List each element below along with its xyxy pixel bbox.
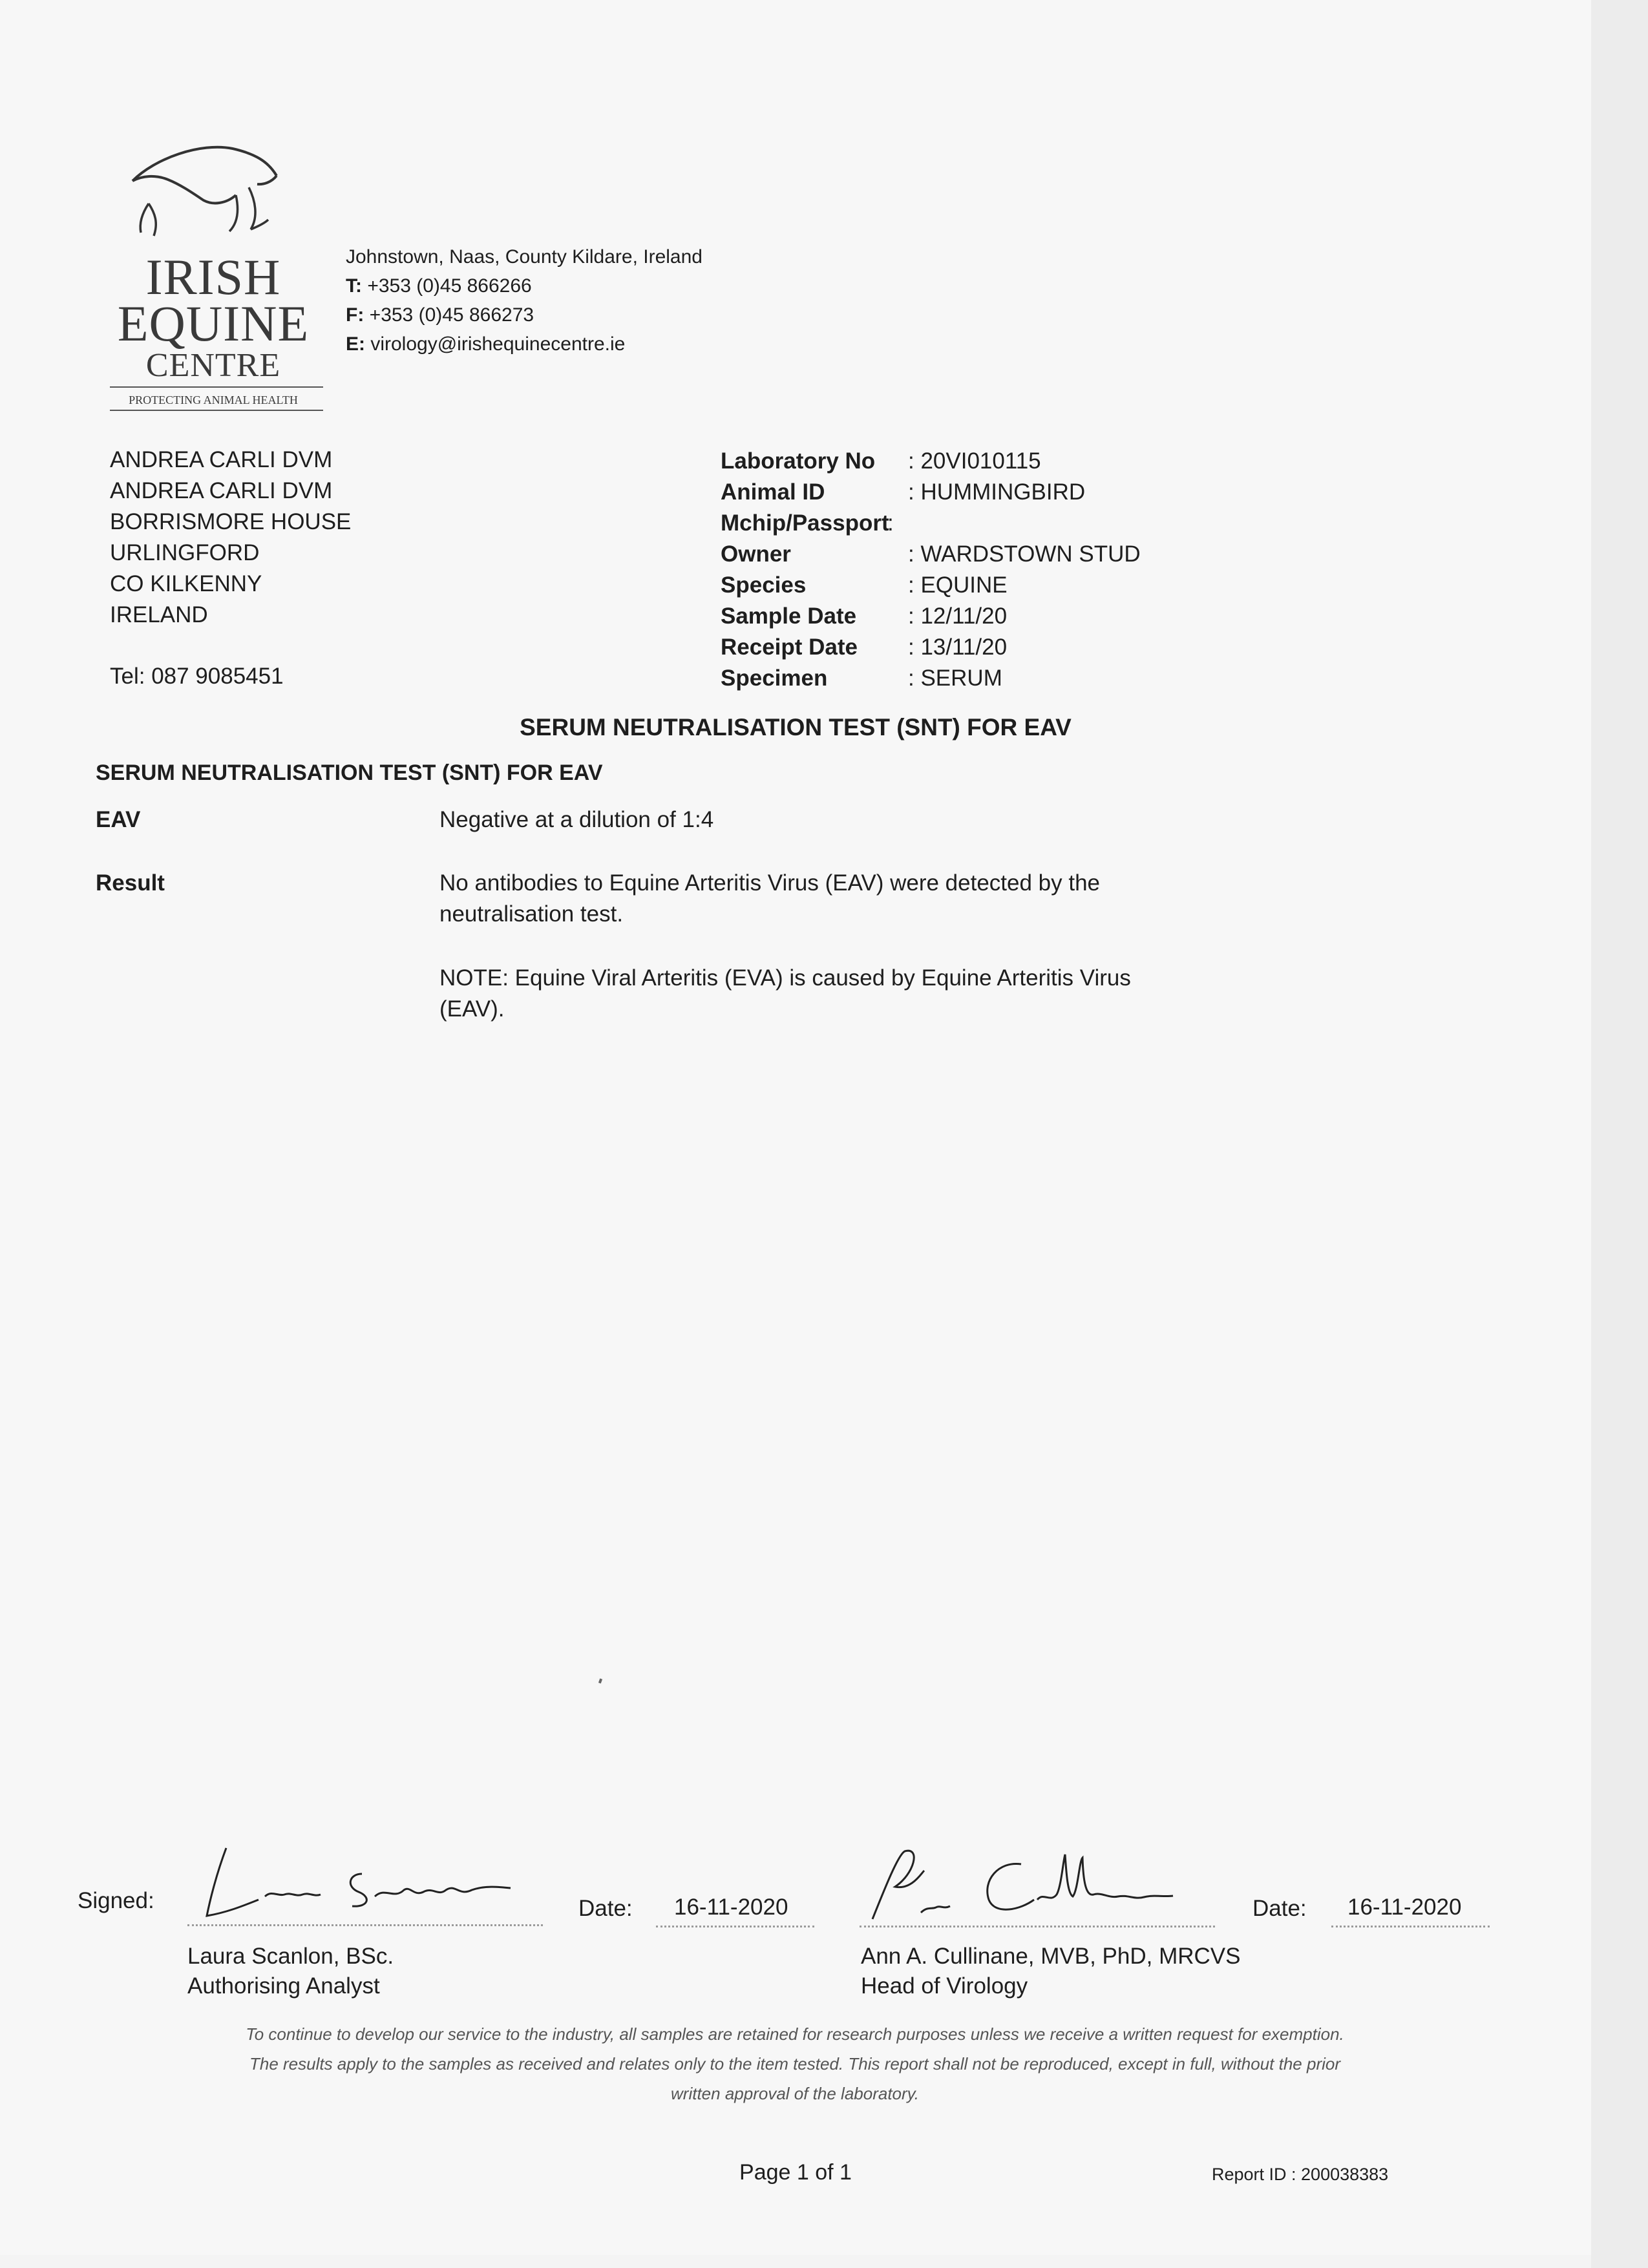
- left-signer-name: Laura Scanlon, BSc.: [187, 1944, 394, 1969]
- report-title: SERUM NEUTRALISATION TEST (SNT) FOR EAV: [520, 714, 1072, 740]
- footer-note-line: To continue to develop our service to the industry, all samples are retained for research purposes unless we receive a written request for exemption.: [246, 2024, 1344, 2044]
- recipient-line: BORRISMORE HOUSE: [110, 509, 352, 534]
- right-signer-role: Head of Virology: [861, 1973, 1028, 1999]
- meta-row-receipt-date: [721, 632, 1238, 663]
- tel-value: +353 (0)45 866266: [367, 275, 532, 297]
- signed-label: Signed:: [78, 1888, 154, 1913]
- email-label: E:: [346, 333, 365, 355]
- meta-row-mchip: [721, 508, 1238, 539]
- signature-right-line: [860, 1926, 1215, 1927]
- note-text: [439, 963, 1280, 1025]
- signature-right-image: [860, 1835, 1215, 1926]
- logo-rule: [110, 386, 323, 388]
- meta-label: Sample Date: [721, 604, 857, 629]
- result-label: Result: [96, 870, 165, 896]
- meta-label: Owner: [721, 541, 791, 567]
- recipient-line: IRELAND: [110, 602, 208, 627]
- logo-word-equine: EQUINE: [117, 295, 310, 352]
- recipient-line: ANDREA CARLI DVM: [110, 478, 333, 503]
- signature-right: [860, 1835, 1215, 1926]
- logo-word-centre: CENTRE: [145, 347, 281, 384]
- meta-row-owner: [721, 539, 1238, 570]
- meta-value: : EQUINE: [908, 572, 1008, 598]
- tel-label: T:: [346, 275, 362, 297]
- signature-left: [187, 1835, 543, 1926]
- right-date-label: Date:: [1252, 1896, 1307, 1921]
- contact-tel: [346, 271, 798, 300]
- left-date-line: [656, 1926, 814, 1927]
- left-date-label: Date:: [578, 1896, 633, 1921]
- meta-label: Receipt Date: [721, 635, 858, 660]
- horse-logo-icon: [103, 123, 323, 252]
- left-date-value: 16-11-2020: [674, 1895, 788, 1920]
- page-number: Page 1 of 1: [739, 2160, 852, 2185]
- contact-email: [346, 330, 798, 359]
- meta-value: : 12/11/20: [908, 604, 1008, 629]
- contact-fax: [346, 300, 798, 330]
- report-id: Report ID : 200038383: [1212, 2165, 1389, 2184]
- meta-value: : WARDSTOWN STUD: [908, 541, 1141, 567]
- meta-value: : 20VI010115: [908, 448, 1041, 474]
- meta-label: Specimen: [721, 666, 828, 691]
- meta-row-sample-date: [721, 601, 1238, 632]
- left-signer-role: Authorising Analyst: [187, 1973, 380, 1999]
- fax-label: F:: [346, 304, 364, 326]
- meta-label: Laboratory No: [721, 448, 876, 474]
- recipient-line: CO KILKENNY: [110, 571, 262, 596]
- right-date-line: [1331, 1926, 1490, 1927]
- email-value: virology@irishequinecentre.ie: [370, 333, 626, 355]
- meta-value: : 13/11/20: [908, 635, 1008, 660]
- contact-block: [346, 242, 798, 359]
- meta-value: : SERUM: [908, 666, 1002, 691]
- logo-word-irish: IRISH: [145, 249, 281, 305]
- meta-row-specimen: [721, 663, 1238, 694]
- right-signer-name: Ann A. Cullinane, MVB, PhD, MRCVS: [861, 1944, 1241, 1969]
- meta-value: : HUMMINGBIRD: [908, 479, 1086, 505]
- meta-label: Animal ID: [721, 479, 825, 505]
- logo-tagline: PROTECTING ANIMAL HEALTH: [129, 394, 298, 406]
- fax-value: +353 (0)45 866273: [369, 304, 534, 326]
- meta-row-species: [721, 570, 1238, 601]
- recipient-line: URLINGFORD: [110, 540, 260, 565]
- footer-disclaimer: [97, 2019, 1493, 2108]
- meta-label: Species: [721, 572, 807, 598]
- result-line: neutralisation test.: [439, 901, 624, 927]
- right-date-value: 16-11-2020: [1347, 1895, 1462, 1920]
- scan-edge: [1591, 0, 1648, 2268]
- recipient-tel: Tel: 087 9085451: [110, 664, 284, 689]
- recipient-address: [110, 445, 562, 631]
- recipient-line: ANDREA CARLI DVM: [110, 447, 333, 472]
- logo: [103, 123, 323, 420]
- note-line: (EAV).: [439, 996, 505, 1022]
- signature-left-line: [187, 1924, 543, 1926]
- contact-address: Johnstown, Naas, County Kildare, Ireland: [346, 246, 703, 268]
- footer-note-line: The results apply to the samples as received and relates only to the item tested. This report shall not be reproduced, except in full, without the prior: [249, 2054, 1340, 2074]
- meta-value: :: [887, 510, 894, 536]
- eav-value: Negative at a dilution of 1:4: [439, 807, 714, 832]
- footer-note-line: written approval of the laboratory.: [671, 2084, 919, 2103]
- meta-row-animal-id: [721, 477, 1238, 508]
- section-title: SERUM NEUTRALISATION TEST (SNT) FOR EAV: [96, 761, 603, 785]
- signature-left-image: [187, 1835, 543, 1926]
- logo-rule-bottom: [110, 410, 323, 411]
- result-line: No antibodies to Equine Arteritis Virus (EAV) were detected by the: [439, 870, 1101, 896]
- eav-label: EAV: [96, 807, 141, 832]
- meta-row-lab-no: [721, 446, 1238, 477]
- note-line: NOTE: Equine Viral Arteritis (EVA) is caused by Equine Arteritis Virus: [439, 965, 1131, 991]
- meta-label: Mchip/Passport: [721, 510, 889, 536]
- result-text: [439, 868, 1280, 930]
